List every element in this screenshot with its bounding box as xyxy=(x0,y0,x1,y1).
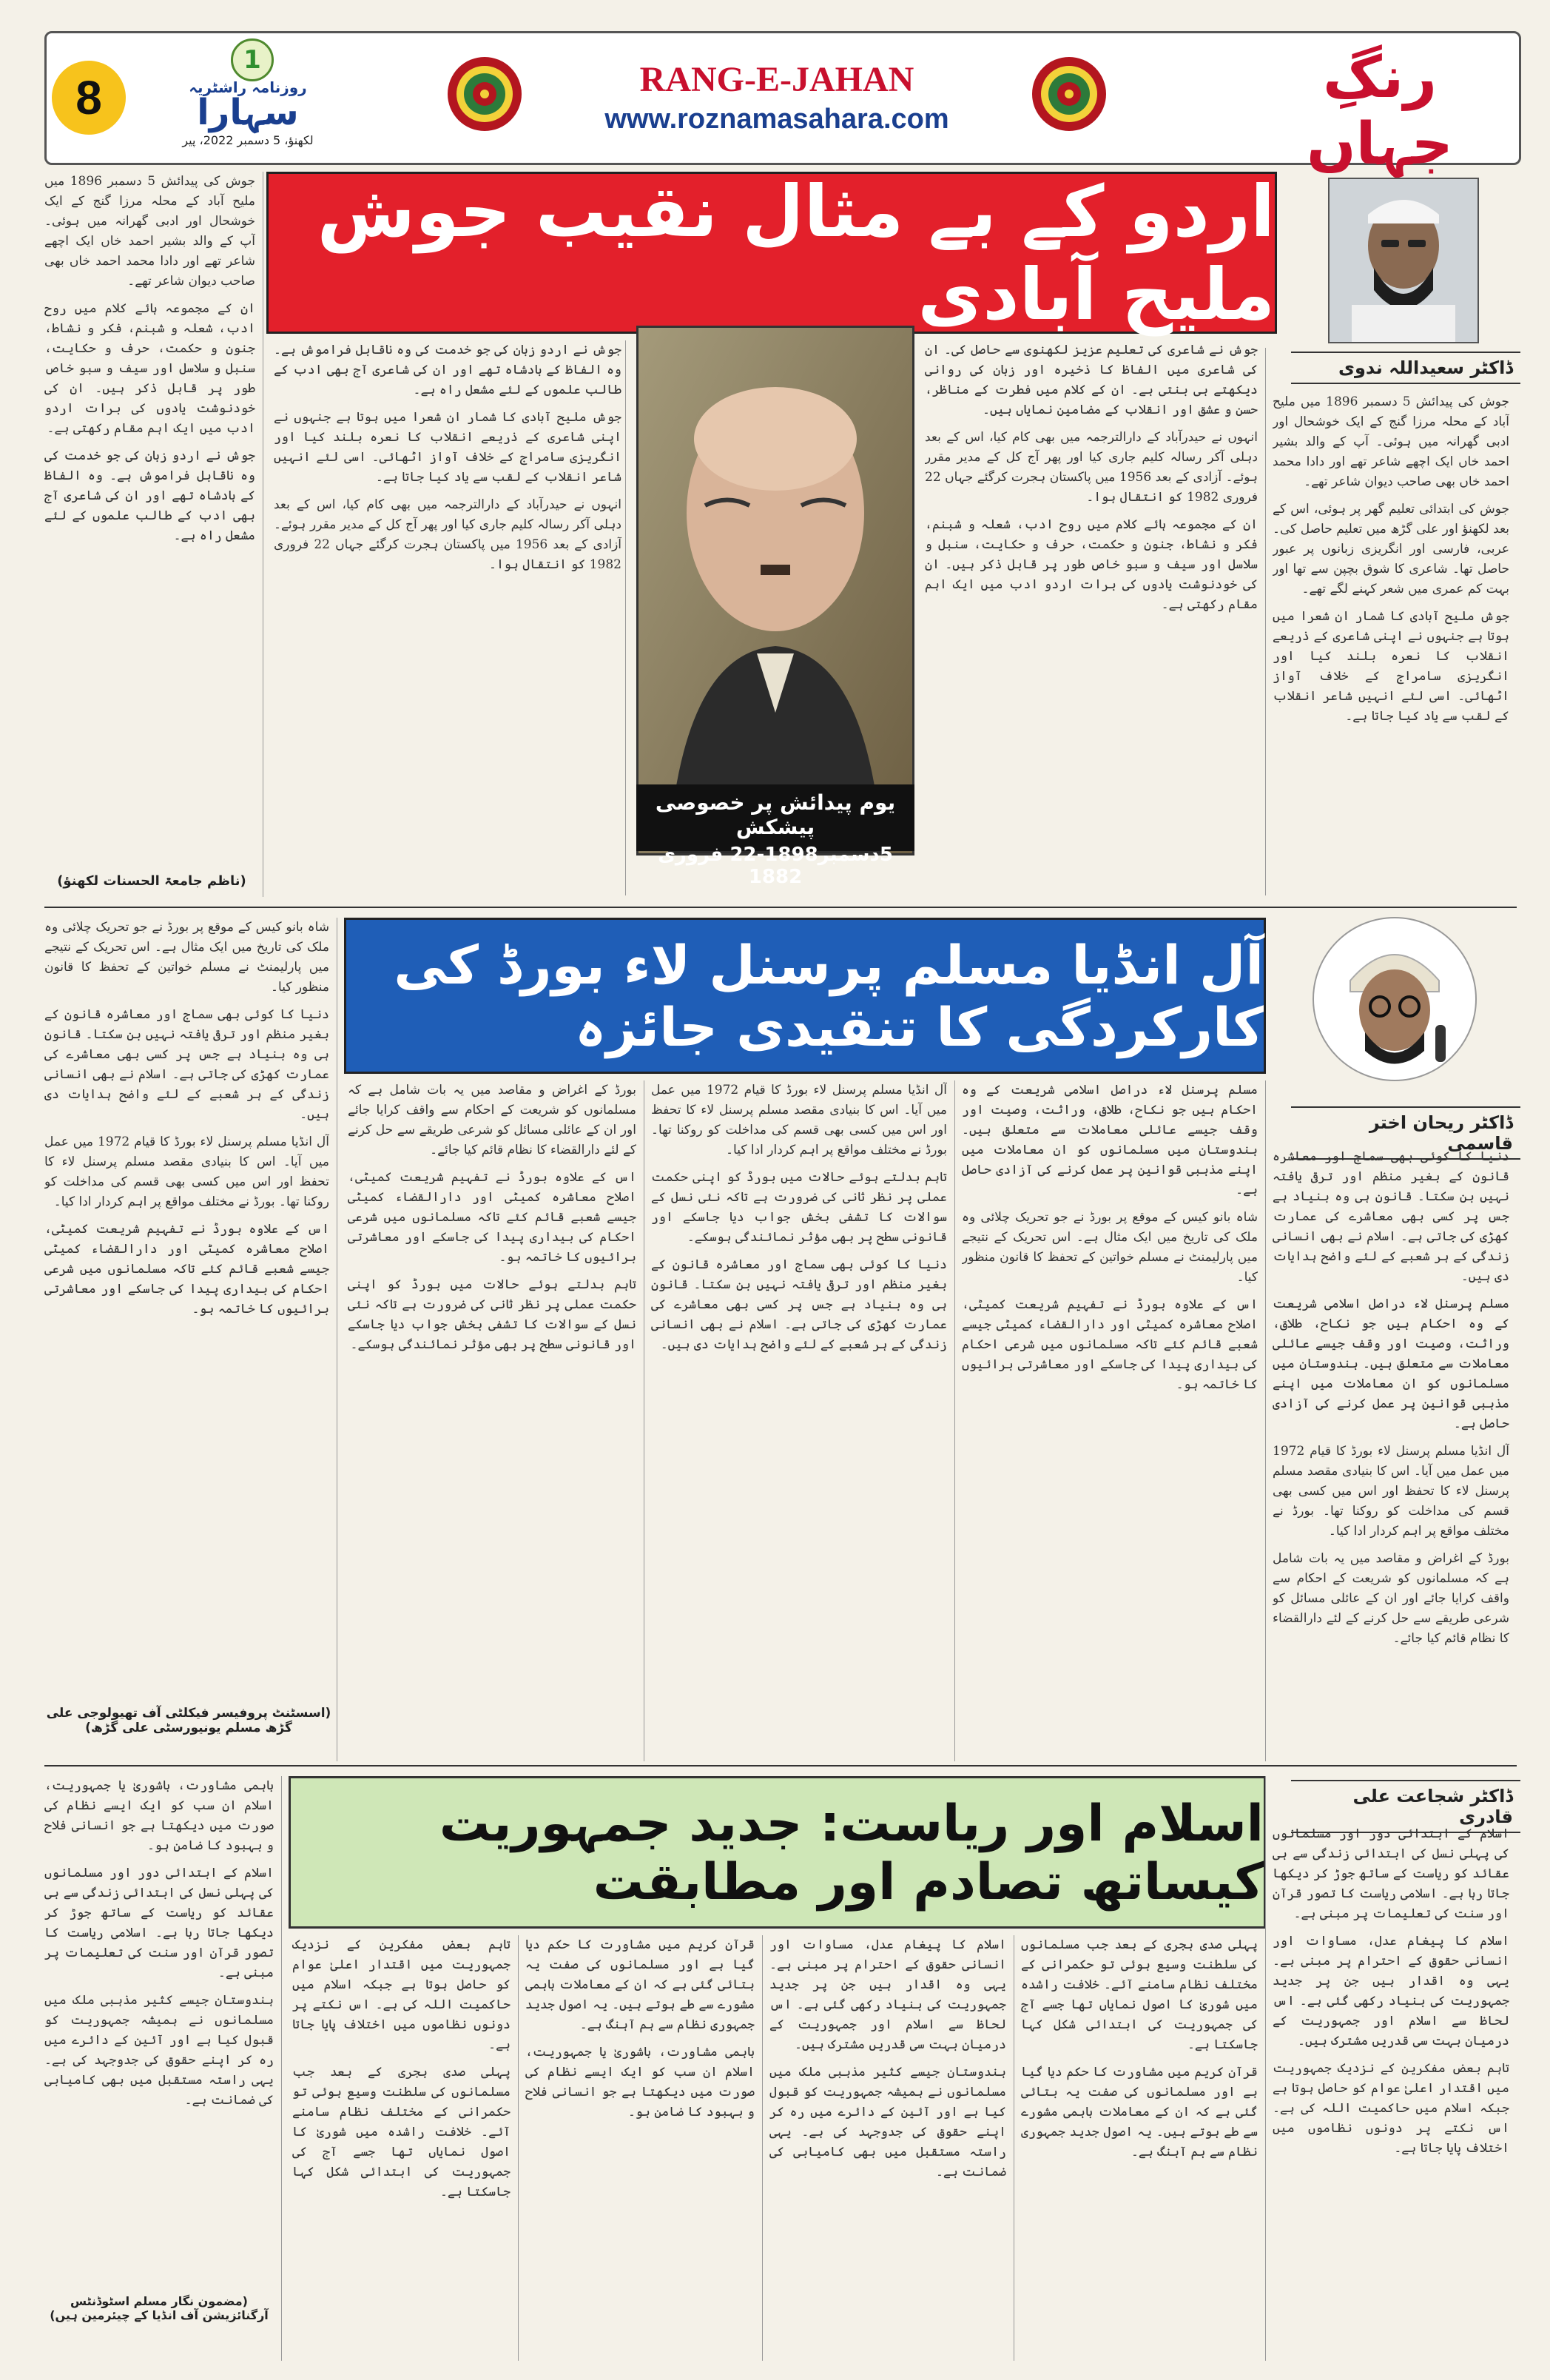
article2-col-1: دنیا کا کوئی بھی سماج اور معاشرہ قانون کے بغیر منظم اور ترقی یافتہ نہیں بن سکتا۔ قانون ہی وہ بنیاد ہے جس پر کسی بھی معاشرے کی عمارت کھڑی کی جاتی ہے۔ اسلام نے بھی انسانی زندگی کے ہر شعبے کے لئے واضح ہدایات دی ہیں۔ مسلم پرسنل لاء دراصل اسلامی شریعت کے وہ احکام ہیں جو نکاح، طلاق، وراثت، وصیت اور وقف جیسے عائلی معاملات سے متعلق ہیں۔ ہندوستان میں مسلمانوں کو ان معاملات میں اپنے مذہبی قوانین پر عمل کرنے کی آزادی حاصل ہے۔ آل انڈیا مسلم پرسنل لاء بورڈ کا قیام 1972 میں عمل میں آیا۔ اس کا بنیادی مقصد مسلم پرسنل لاء کا تحفظ اور اس میں کسی بھی قسم کی مداخلت کو روکنا تھا۔ بورڈ نے مختلف مواقع پر اہم کردار ادا کیا۔ بورڈ کے اغراض و مقاصد میں یہ بات شامل ہے کہ مسلمانوں کو شریعت کے احکام سے واقف کرایا جائے اور ان کے عائلی مسائل کو شرعی طریقے سے حل کرنے کے لئے دارالقضاء کا نظام قائم کیا جائے۔ xyxy=(1273,1149,1509,1646)
sahara-logo-name: سہارا xyxy=(197,92,299,133)
article2-headline-box xyxy=(344,918,1266,1074)
article1-headline-box xyxy=(266,169,1277,336)
article2-col-4: بورڈ کے اغراض و مقاصد میں یہ بات شامل ہے کہ مسلمانوں کو شریعت کے احکام سے واقف کرایا جائے اور ان کے عائلی مسائل کو شرعی طریقے سے حل کرنے کے لئے دارالقضاء کا نظام قائم کیا جائے۔ اس کے علاوہ بورڈ نے تفہیم شریعت کمیٹی، اصلاح معاشرہ کمیٹی اور دارالقضاء کمیٹی جیسے شعبے قائم کئے تاکہ مسلمانوں میں شرعی احکام کی بیداری پیدا کی جاسکے اور معاشرتی برائیوں کا خاتمہ ہو۔ تاہم بدلتے ہوئے حالات میں بورڈ کو اپنی حکمت عملی پر نظر ثانی کی ضرورت ہے تاکہ نئی نسل کے سوالات کا تشفی بخش جواب دیا جاسکے اور قانونی سطح پر بھی مؤثر نمائندگی ہوسکے۔ xyxy=(348,1083,636,1352)
sahara-logo-tag: روزنامہ راشٹریہ xyxy=(189,78,307,96)
column-rule xyxy=(954,1080,955,1761)
article2-headline: آل انڈیا مسلم پرسنل لاء بورڈ کی کارکردگی کا تنقیدی جائزہ xyxy=(394,933,1264,1058)
section-divider xyxy=(44,907,1517,908)
article3-col-6: باہمی مشاورت، باشوریٰ یا جمہوریت، اسلام ان سب کو ایک ایسے نظام کی صورت میں دیکھتا ہے جو انسانی فلاح و بہبود کا ضامن ہو۔ اسلام کے ابتدائی دور اور مسلمانوں کی پہلی نسل کی ابتدائی زندگی سے ہی عقائد کو ریاست کے ساتھ جوڑ کر دیکھا جاتا رہا ہے۔ اسلامی ریاست کا تصور قرآن اور سنت کی تعلیمات پر مبنی ہے۔ ہندوستان جیسے کثیر مذہبی ملک میں مسلمانوں نے ہمیشہ جمہوریت کو قبول کیا ہے اور آئین کے دائرے میں رہ کر اپنے حقوق کی جدوجہد کی ہے۔ یہی راستہ مستقبل میں بھی کامیابی کی ضمانت ہے۔ xyxy=(44,1778,274,2108)
article1-author-credit: (ناظم جامعۃ الحسنات لکھنؤ) xyxy=(57,873,246,889)
column-rule xyxy=(518,1935,519,2361)
page-number: 8 xyxy=(75,71,102,124)
article1-photo-caption: یوم پیدائش پر خصوصی پیشکش xyxy=(655,790,896,839)
column-rule xyxy=(1265,1776,1266,2361)
article3-headline: اسلام اور ریاست: جدید جمہوریت کیساتھ تصادم اور مطابقت xyxy=(439,1794,1264,1912)
sahara-logo xyxy=(148,38,348,149)
column-rule xyxy=(281,1776,282,2361)
article1-photo-dates: 5دسمبر1898-22 فروری 1882 xyxy=(658,844,893,888)
section-title-ur: رنگِ جہاں xyxy=(1307,44,1453,178)
column-rule xyxy=(1265,348,1266,895)
article1-col-1: جوش کی پیدائش 5 دسمبر 1896 میں ملیح آباد کے محلہ مرزا گنج کے ایک خوشحال اور ادبی گھرانہ میں ہوئی۔ آپ کے والد بشیر احمد خاں ایک اچھے شاعر تھے اور دادا محمد احمد خاں بھی صاحب دیوان شاعر تھے۔ جوش کی ابتدائی تعلیم گھر پر ہوئی، اس کے بعد لکھنؤ اور علی گڑھ میں تعلیم حاصل کی۔ عربی، فارسی اور انگریزی زبانوں پر عبور حاصل تھا۔ شاعری کا شوق بچپن سے تھا اور بہت کم عمری میں شعر کہنے لگے تھے۔ جوش ملیح آبادی کا شمار ان شعرا میں ہوتا ہے جنہوں نے اپنی شاعری کے ذریعے انقلاب کا نعرہ بلند کیا اور انگریزی سامراج کے خلاف آواز اٹھائی۔ اسی لئے انہیں شاعر انقلاب کے لقب سے یاد کیا جاتا ہے۔ xyxy=(1273,394,1509,724)
article3-byline: ڈاکٹر شجاعت علی قادری xyxy=(1291,1780,1520,1833)
article3-col-2: پہلی صدی ہجری کے بعد جب مسلمانوں کی سلطنت وسیع ہوئی تو حکمرانی کے مختلف نظام سامنے آئے۔ خلافت راشدہ میں شوریٰ کا اصول نمایاں تھا جسے آج کی جمہوریت کی ابتدائی شکل کہا جاسکتا ہے۔ قرآن کریم میں مشاورت کا حکم دیا گیا ہے اور مسلمانوں کی صفت یہ بتائی گئی ہے کہ ان کے معاملات باہمی مشورے سے طے ہوتے ہیں۔ یہ اصول جدید جمہوری نظام سے ہم آہنگ ہے۔ xyxy=(1021,1937,1258,2159)
column-rule xyxy=(762,1935,763,2361)
website-link[interactable]: www.roznamasahara.com xyxy=(604,104,949,135)
article1-col-4: جوش کی پیدائش 5 دسمبر 1896 میں ملیح آباد کے محلہ مرزا گنج کے ایک خوشحال اور ادبی گھرانہ میں ہوئی۔ آپ کے والد بشیر احمد خاں ایک اچھے شاعر تھے اور دادا محمد احمد خاں بھی صاحب دیوان شاعر تھے۔ ان کے مجموعہ ہائے کلام میں روح ادب، شعلہ و شبنم، فکر و نشاط، جنون و حکمت، حرف و حکایت، سنبل و سلاسل اور سیف و سبو خاص طور پر قابل ذکر ہیں۔ ان کی خودنوشت یادوں کی برات اردو ادب میں ایک اہم مقام رکھتی ہے۔ جوش نے اردو زبان کی جو خدمت کی وہ ناقابل فراموش ہے۔ وہ الفاظ کے بادشاہ تھے اور ان کی شاعری آج بھی ادب کے طالب علموں کے لئے مشعل راہ ہے۔ xyxy=(44,174,255,543)
column-rule xyxy=(625,340,626,895)
article3-col-3: اسلام کا پیغام عدل، مساوات اور انسانی حقوق کے احترام پر مبنی ہے۔ یہی وہ اقدار ہیں جن پر جدید جمہوریت کی بنیاد رکھی گئی ہے۔ اس لحاظ سے اسلام اور جمہوریت کے درمیان بہت سی قدریں مشترک ہیں۔ ہندوستان جیسے کثیر مذہبی ملک میں مسلمانوں نے ہمیشہ جمہوریت کو قبول کیا ہے اور آئین کے دائرے میں رہ کر اپنے حقوق کی جدوجہد کی ہے۔ یہی راستہ مستقبل میں بھی کامیابی کی ضمانت ہے۔ xyxy=(769,1937,1006,2179)
article3-col-5: تاہم بعض مفکرین کے نزدیک جمہوریت میں اقتدار اعلیٰ عوام کو حاصل ہوتا ہے جبکہ اسلام میں حاکمیت اللہ کی ہے۔ اس نکتے پر دونوں نظاموں میں اختلاف پایا جاتا ہے۔ پہلی صدی ہجری کے بعد جب مسلمانوں کی سلطنت وسیع ہوئی تو حکمرانی کے مختلف نظام سامنے آئے۔ خلافت راشدہ میں شوریٰ کا اصول نمایاں تھا جسے آج کی جمہوریت کی ابتدائی شکل کہا جاسکتا ہے۔ xyxy=(292,1937,511,2199)
ornament-right-icon xyxy=(1028,53,1110,135)
article3-headline-box xyxy=(289,1776,1266,1929)
article1-photo-caption-bar xyxy=(636,784,914,888)
article2-author-photo xyxy=(1302,914,1487,1084)
article2-col-3: آل انڈیا مسلم پرسنل لاء بورڈ کا قیام 1972 میں عمل میں آیا۔ اس کا بنیادی مقصد مسلم پرسنل لاء کا تحفظ اور اس میں کسی بھی قسم کی مداخلت کو روکنا تھا۔ بورڈ نے مختلف مواقع پر اہم کردار ادا کیا۔ تاہم بدلتے ہوئے حالات میں بورڈ کو اپنی حکمت عملی پر نظر ثانی کی ضرورت ہے تاکہ نئی نسل کے سوالات کا تشفی بخش جواب دیا جاسکے اور قانونی سطح پر بھی مؤثر نمائندگی ہوسکے۔ دنیا کا کوئی بھی سماج اور معاشرہ قانون کے بغیر منظم اور ترقی یافتہ نہیں بن سکتا۔ قانون ہی وہ بنیاد ہے جس پر کسی بھی معاشرے کی عمارت کھڑی کی جاتی ہے۔ اسلام نے بھی انسانی زندگی کے ہر شعبے کے لئے واضح ہدایات دی ہیں۔ xyxy=(651,1083,947,1352)
article2-col-2: مسلم پرسنل لاء دراصل اسلامی شریعت کے وہ احکام ہیں جو نکاح، طلاق، وراثت، وصیت اور وقف جیسے عائلی معاملات سے متعلق ہیں۔ ہندوستان میں مسلمانوں کو ان معاملات میں اپنے مذہبی قوانین پر عمل کرنے کی آزادی حاصل ہے۔ شاہ بانو کیس کے موقع پر بورڈ نے جو تحریک چلائی وہ ملک کی تاریخ میں ایک مثال ہے۔ اس تحریک کے نتیجے میں پارلیمنٹ نے مسلم خواتین کے تحفظ کا قانون منظور کیا۔ اس کے علاوہ بورڈ نے تفہیم شریعت کمیٹی، اصلاح معاشرہ کمیٹی اور دارالقضاء کمیٹی جیسے شعبے قائم کئے تاکہ مسلمانوں میں شرعی احکام کی بیداری پیدا کی جاسکے اور معاشرتی برائیوں کا خاتمہ ہو۔ xyxy=(962,1083,1258,1392)
page-number-badge xyxy=(52,61,126,135)
article1-main-photo xyxy=(636,326,914,855)
article2-byline: ڈاکٹر ریحان اختر قاسمی xyxy=(1291,1106,1520,1160)
section-divider xyxy=(44,1765,1517,1766)
article1-byline: ڈاکٹر سعیداللہ ندوی xyxy=(1291,352,1520,384)
article3-author-credit: (مضمون نگار مسلم اسٹوڈنٹس آرگنائزیشن آف انڈیا کے چیئرمین ہیں) xyxy=(50,2294,269,2322)
edition-line: لکھنؤ، 5 دسمبر 2022، پیر xyxy=(182,133,314,147)
article2-author-credit: (اسسٹنٹ پروفیسر فیکلٹی آف تھیولوجی علی گڑھ مسلم یونیورسٹی علی گڑھ) xyxy=(46,1706,331,1735)
sahara-logo-badge: 1 xyxy=(231,38,274,81)
article1-author-photo xyxy=(1328,178,1479,343)
article1-col-2: جوش نے شاعری کی تعلیم عزیز لکھنوی سے حاصل کی۔ ان کی شاعری میں الفاظ کا ذخیرہ اور زبان کی روانی دیکھتے ہی بنتی ہے۔ ان کے کلام میں فطرت کے مناظر، حسن و عشق اور انقلاب کے مضامین نمایاں ہیں۔ انہوں نے حیدرآباد کے دارالترجمہ میں بھی کام کیا، اس کے بعد دہلی آکر رسالہ کلیم جاری کیا اور پھر آج کل کے مدیر مقرر ہوئے۔ آزادی کے بعد 1956 میں پاکستان ہجرت کرگئے جہاں 22 فروری 1982 کو انتقال ہوا۔ ان کے مجموعہ ہائے کلام میں روح ادب، شعلہ و شبنم، فکر و نشاط، جنون و حکمت، حرف و حکایت، سنبل و سلاسل اور سیف و سبو خاص طور پر قابل ذکر ہیں۔ ان کی خودنوشت یادوں کی برات اردو ادب میں ایک اہم مقام رکھتی ہے۔ xyxy=(925,343,1258,612)
ornament-left-icon xyxy=(444,53,525,135)
article1-col-3: جوش نے اردو زبان کی جو خدمت کی وہ ناقابل فراموش ہے۔ وہ الفاظ کے بادشاہ تھے اور ان کی شاعری آج بھی ادب کے طالب علموں کے لئے مشعل راہ ہے۔ جوش ملیح آبادی کا شمار ان شعرا میں ہوتا ہے جنہوں نے اپنی شاعری کے ذریعے انقلاب کا نعرہ بلند کیا اور انگریزی سامراج کے خلاف آواز اٹھائی۔ اسی لئے انہیں شاعر انقلاب کے لقب سے یاد کیا جاتا ہے۔ انہوں نے حیدرآباد کے دارالترجمہ میں بھی کام کیا، اس کے بعد دہلی آکر رسالہ کلیم جاری کیا اور پھر آج کل کے مدیر مقرر ہوئے۔ آزادی کے بعد 1956 میں پاکستان ہجرت کرگئے جہاں 22 فروری 1982 کو انتقال ہوا۔ xyxy=(274,343,621,572)
article1-headline: اردو کے بے مثال نقیب جوش ملیح آبادی xyxy=(317,169,1275,336)
article3-col-4: قرآن کریم میں مشاورت کا حکم دیا گیا ہے اور مسلمانوں کی صفت یہ بتائی گئی ہے کہ ان کے معاملات باہمی مشورے سے طے ہوتے ہیں۔ یہ اصول جدید جمہوری نظام سے ہم آہنگ ہے۔ باہمی مشاورت، باشوریٰ یا جمہوریت، اسلام ان سب کو ایک ایسے نظام کی صورت میں دیکھتا ہے جو انسانی فلاح و بہبود کا ضامن ہو۔ xyxy=(525,1937,755,2120)
column-rule xyxy=(1265,1080,1266,1761)
article2-col-5: شاہ بانو کیس کے موقع پر بورڈ نے جو تحریک چلائی وہ ملک کی تاریخ میں ایک مثال ہے۔ اس تحریک کے نتیجے میں پارلیمنٹ نے مسلم خواتین کے تحفظ کا قانون منظور کیا۔ دنیا کا کوئی بھی سماج اور معاشرہ قانون کے بغیر منظم اور ترقی یافتہ نہیں بن سکتا۔ قانون ہی وہ بنیاد ہے جس پر کسی بھی معاشرے کی عمارت کھڑی کی جاتی ہے۔ اسلام نے بھی انسانی زندگی کے ہر شعبے کے لئے واضح ہدایات دی ہیں۔ آل انڈیا مسلم پرسنل لاء بورڈ کا قیام 1972 میں عمل میں آیا۔ اس کا بنیادی مقصد مسلم پرسنل لاء کا تحفظ اور اس میں کسی بھی قسم کی مداخلت کو روکنا تھا۔ بورڈ نے مختلف مواقع پر اہم کردار ادا کیا۔ اس کے علاوہ بورڈ نے تفہیم شریعت کمیٹی، اصلاح معاشرہ کمیٹی اور دارالقضاء کمیٹی جیسے شعبے قائم کئے تاکہ مسلمانوں میں شرعی احکام کی بیداری پیدا کی جاسکے اور معاشرتی برائیوں کا خاتمہ ہو۔ xyxy=(44,920,329,1317)
article3-col-1: اسلام کے ابتدائی دور اور مسلمانوں کی پہلی نسل کی ابتدائی زندگی سے ہی عقائد کو ریاست کے ساتھ جوڑ کر دیکھا جاتا رہا ہے۔ اسلامی ریاست کا تصور قرآن اور سنت کی تعلیمات پر مبنی ہے۔ اسلام کا پیغام عدل، مساوات اور انسانی حقوق کے احترام پر مبنی ہے۔ یہی وہ اقدار ہیں جن پر جدید جمہوریت کی بنیاد رکھی گئی ہے۔ اس لحاظ سے اسلام اور جمہوریت کے درمیان بہت سی قدریں مشترک ہیں۔ تاہم بعض مفکرین کے نزدیک جمہوریت میں اقتدار اعلیٰ عوام کو حاصل ہوتا ہے جبکہ اسلام میں حاکمیت اللہ کی ہے۔ اس نکتے پر دونوں نظاموں میں اختلاف پایا جاتا ہے۔ xyxy=(1273,1826,1509,2156)
section-title-en: RANG-E-JAHAN xyxy=(639,60,914,99)
